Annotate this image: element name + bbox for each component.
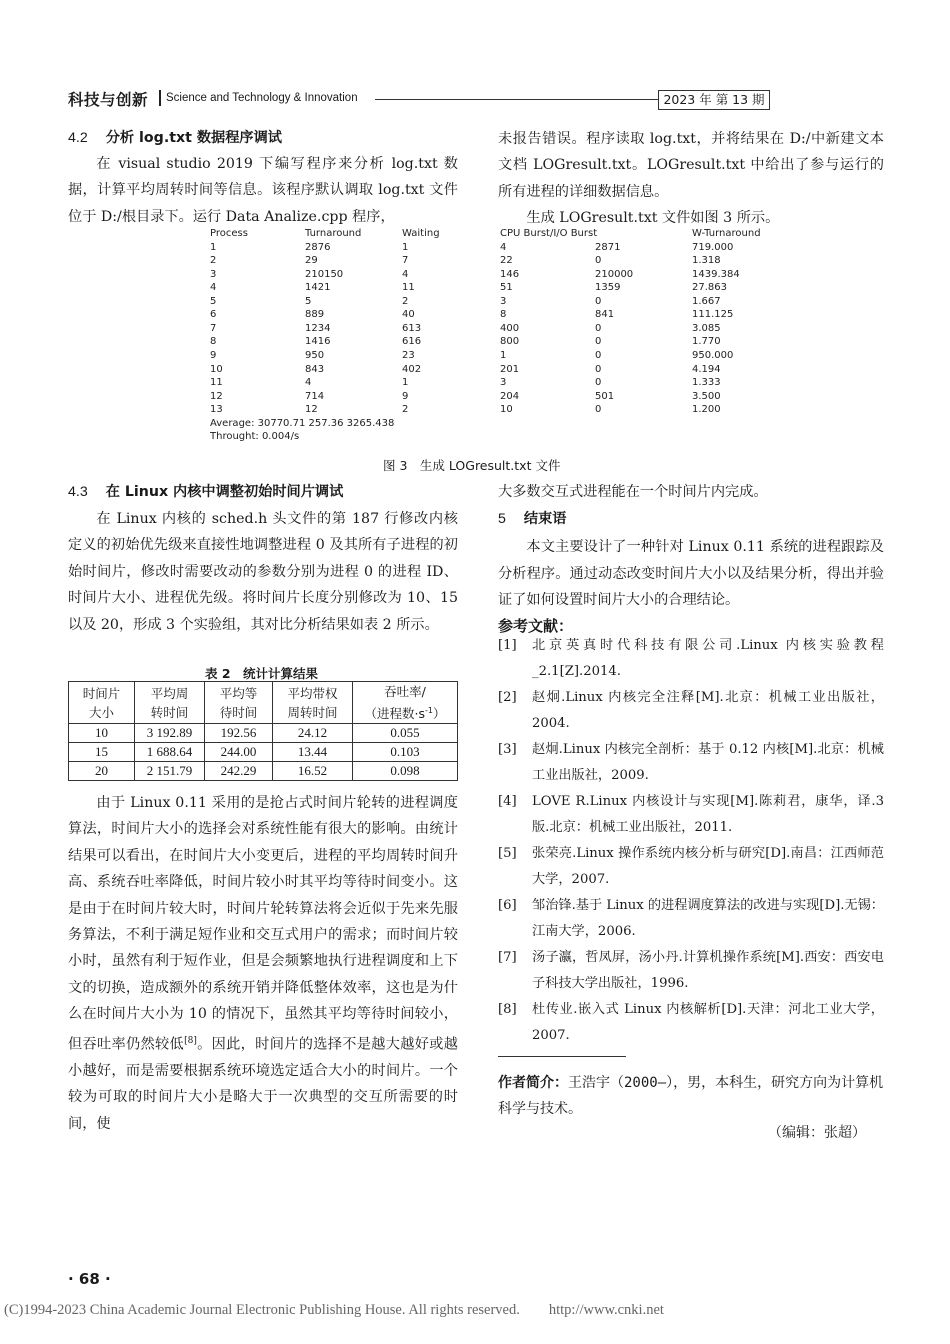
figure-data-row [205, 296, 745, 310]
figure-data-row [205, 391, 745, 405]
section-4-2 [68, 126, 458, 230]
figure-cell: 204 [500, 390, 520, 402]
statistics-table [68, 681, 458, 781]
figure-data-row [205, 364, 745, 378]
table-cell: 192.56 [205, 724, 273, 743]
figure-cell: 1439.384 [692, 268, 740, 280]
figure-cell: 3 [500, 295, 507, 307]
figure-cell: 8 [210, 336, 217, 348]
figure-cell: 11 [210, 377, 223, 389]
figure-header-row [205, 228, 761, 242]
right-column-middle [498, 479, 884, 638]
page-number: · 68 · [68, 1270, 111, 1288]
figure-data-row [205, 377, 745, 391]
figure-cell: 4 [402, 268, 409, 280]
issue-label: 2023 年 第 13 期 [658, 90, 770, 110]
figure-cell: 201 [500, 363, 520, 375]
table-cell: 242.29 [205, 762, 273, 781]
continued-paragraph: 未报告错误。程序读取 log.txt，并将结果在 D:/中新建文本文档 LOGresult.txt。LOGresult.txt 中给出了参与运行的所有进程的详细数据信息。 [498, 131, 884, 200]
figure-cell: 2876 [305, 241, 331, 253]
reference-list [498, 633, 884, 1049]
figure-cell: 0 [595, 295, 602, 307]
figure-cell: 51 [500, 282, 513, 294]
figure-caption: 图 3 生成 LOGresult.txt 文件 [383, 458, 561, 473]
journal-title: 科技与创新 [68, 91, 149, 109]
figure-cell: 146 [500, 268, 520, 280]
reference-item: [2] 赵炯.Linux 内核完全注释[M].北京：机械工业出版社，2004. [498, 690, 884, 731]
figure-cell: 29 [305, 255, 318, 267]
figure-cell: 9 [210, 349, 217, 361]
figure-cell: 210000 [595, 268, 634, 280]
figure-cell: 1.333 [692, 377, 721, 389]
figure-data-row [205, 350, 745, 364]
reference-item: [4] LOVE R.Linux 内核设计与实现[M].陈莉君，康华，译.3 版.北京：机械工业出版社，2011. [498, 794, 884, 835]
figure-cell: 1234 [305, 322, 331, 334]
figure-data-row [205, 404, 745, 418]
figure-data-row [205, 309, 745, 323]
figure-cell: 4.194 [692, 363, 721, 375]
figure-cell: 8 [500, 309, 507, 321]
figure-cell: 1416 [305, 336, 331, 348]
figure-cell: 1421 [305, 282, 331, 294]
table-2-title: 表 2 统计计算结果 [205, 666, 319, 681]
figure-cell: 0 [595, 349, 602, 361]
figure-cell: 1.318 [692, 255, 721, 267]
figure-cell: 5 [305, 295, 312, 307]
figure-cell: 4 [210, 282, 217, 294]
figure-cell: 0 [595, 255, 602, 267]
figure-cell: CPU Burst/I/O Burst [500, 228, 598, 239]
reference-item: [8] 杜传业.嵌入式 Linux 内核解析[D].天津：河北工业大学，2007. [498, 1002, 884, 1043]
figure-data-row [205, 323, 745, 337]
figure-cell: 841 [595, 309, 615, 321]
analysis-section [68, 790, 458, 1137]
table-cell: 0.098 [353, 762, 458, 781]
figure-data-row [205, 282, 745, 296]
figure-data-row [205, 242, 745, 256]
col-header-waiting: 平均等 待时间 [205, 682, 273, 724]
figure-cell: 0 [595, 377, 602, 389]
figure-intro-paragraph: 生成 LOGresult.txt 文件如图 3 所示。 [526, 210, 780, 227]
figure-cell: 111.125 [692, 309, 734, 321]
figure-cell: 3 [210, 268, 217, 280]
table-cell: 3 192.89 [135, 724, 205, 743]
figure-cell: 1 [402, 377, 409, 389]
table-cell: 0.055 [353, 724, 458, 743]
figure-cell: 950.000 [692, 349, 734, 361]
figure-cell: 1.770 [692, 336, 721, 348]
figure-cell: 2 [402, 404, 409, 416]
header-rule [375, 99, 658, 100]
figure-cell: 3 [500, 377, 507, 389]
figure-cell: 210150 [305, 268, 344, 280]
figure-cell: 7 [402, 255, 409, 267]
figure-cell: 1 [210, 241, 217, 253]
figure-cell: 12 [210, 390, 223, 402]
figure-cell: W-Turnaround [692, 228, 761, 239]
figure-throughput-row: Throught: 0.004/s [210, 431, 300, 443]
figure-cell: 1.200 [692, 404, 721, 416]
table-cell: 0.103 [353, 743, 458, 762]
figure-cell: 0 [595, 404, 602, 416]
figure-cell: 402 [402, 363, 422, 375]
figure-cell: 719.000 [692, 241, 734, 253]
figure-cell: Waiting [402, 228, 440, 239]
figure-cell: 23 [402, 349, 415, 361]
analysis-continuation: 大多数交互式进程能在一个时间片内完成。 [498, 484, 768, 500]
figure-cell: 27.863 [692, 282, 727, 294]
figure-cell: 11 [402, 282, 415, 294]
figure-cell: 10 [500, 404, 513, 416]
references-heading: 参考文献： [498, 616, 574, 635]
reference-item: [7] 汤子瀛，哲凤屏，汤小丹.计算机操作系统[M].西安：西安电子科技大学出版社，1996. [498, 950, 884, 991]
journal-english-title: Science and Technology & Innovation [166, 92, 358, 104]
col-header-turnaround: 平均周 转时间 [135, 682, 205, 724]
figure-cell: 5 [210, 295, 217, 307]
figure-cell: 714 [305, 390, 325, 402]
figure-cell: 22 [500, 255, 513, 267]
editor-note: （编辑：张超） [768, 1125, 866, 1141]
figure-cell: 2 [402, 295, 409, 307]
figure-cell: 1359 [595, 282, 621, 294]
reference-item: [5] 张荣亮.Linux 操作系统内核分析与研究[D].南昌：江西师范大学，2007. [498, 846, 884, 887]
reference-item: [1] 北京英真时代科技有限公司.Linux 内核实验教程_2.1[Z].2014. [498, 638, 884, 679]
figure-cell: 1 [402, 241, 409, 253]
figure-cell: 7 [210, 322, 217, 334]
section-4-2-heading: 4.2 分析 log.txt 数据程序调试 [68, 130, 282, 146]
figure-cell: 613 [402, 322, 422, 334]
figure-cell: 3.500 [692, 390, 721, 402]
figure-data-row [205, 336, 745, 350]
figure-cell: 1 [500, 349, 507, 361]
figure-cell: 501 [595, 390, 615, 402]
col-header-slice: 时间片 大小 [69, 682, 135, 724]
figure-cell: 800 [500, 336, 520, 348]
logresult-figure [205, 228, 761, 446]
figure-cell: 889 [305, 309, 325, 321]
figure-cell: 0 [595, 363, 602, 375]
section-4-3 [68, 480, 458, 638]
copyright-footer: (C)1994-2023 China Academic Journal Electronic Publishing House. All rights reserved. http://www.cnki.net [4, 1302, 664, 1318]
figure-cell: 3.085 [692, 322, 721, 334]
reference-item: [3] 赵炯.Linux 内核完全剖析：基于 0.12 内核[M].北京：机械工业出版社，2009. [498, 742, 884, 783]
figure-cell: Process [210, 228, 248, 239]
figure-cell: 950 [305, 349, 325, 361]
col-header-throughput: 吞吐率/ （进程数$\cdot s^{-1}$） [353, 682, 458, 724]
figure-cell: 843 [305, 363, 325, 375]
table-row [69, 724, 458, 743]
section-5-heading: 5 结束语 [498, 511, 567, 528]
conclusion-paragraph: 本文主要设计了一种针对 Linux 0.11 系统的进程跟踪及分析程序。通过动态改变时间片大小以及结果分析，得出并验证了如何设置时间片大小的合理结论。 [498, 539, 884, 609]
figure-cell: 400 [500, 322, 520, 334]
figure-cell: 13 [210, 404, 223, 416]
figure-cell: 616 [402, 336, 422, 348]
figure-cell: 1.667 [692, 295, 721, 307]
table-cell: 20 [69, 762, 135, 781]
table-cell: 2 151.79 [135, 762, 205, 781]
figure-data-row [205, 255, 745, 269]
header-separator [159, 90, 161, 106]
table-cell: 244.00 [205, 743, 273, 762]
author-bio: 作者简介：王浩宇（2000—），男，本科生，研究方向为计算机科学与技术。 [498, 1075, 884, 1117]
author-rule [498, 1056, 626, 1057]
figure-cell: Turnaround [305, 228, 362, 239]
table-row [69, 762, 458, 781]
section-4-3-paragraph: 在 Linux 内核的 sched.h 头文件的第 187 行修改内核定义的初始优先级来直接性地调整进程 0 及其所有子进程的初始时间片，修改时需要改动的参数分别为进程 0 的进程 ID、时间片大小、进程优先级。将时间片长度分别修改为 10、15 以及 20，形成 3 个实验组，其对比分析结果如表 2 所示。 [68, 511, 458, 633]
analysis-paragraph: 由于 Linux 0.11 采用的是抢占式时间片轮转的进程调度算法，时间片大小的选择会对系统性能有很大的影响。由统计结果可以看出，在时间片大小变更后，进程的平均周转时间升高、系统吞吐率降低，时间片较小时其平均等待时间变小。这是由于在时间片较大时，时间片轮转算法将会近似于先来先服务算法，不利于满足短作业和交互式用户的需求；而时间片较小时，虽然有利于短作业，但是会频繁地执行进程调度和上下文的切换，造成额外的系统开销并降低整体效率，这也是为什么在时间片大小为 10 的情况下，虽然其平均等待时间较小，但吞吐率仍然较低[8]。因此，时间片的选择不是越大越好或越小越好，而是需要根据系统环境选定适合大小的时间片。一个较为可取的时间片大小是略大于一次典型的交互所需要的时间，使 [68, 795, 458, 1132]
figure-cell: 12 [305, 404, 318, 416]
figure-cell: 40 [402, 309, 415, 321]
col-header-weighted: 平均带权 周转时间 [273, 682, 353, 724]
citation-8: [8] [184, 1035, 197, 1046]
figure-cell: 9 [402, 390, 409, 402]
section-4-3-heading: 4.3 在 Linux 内核中调整初始时间片调试 [68, 484, 344, 500]
table-cell: 16.52 [273, 762, 353, 781]
figure-cell: 2871 [595, 241, 621, 253]
figure-cell: 0 [595, 336, 602, 348]
table-cell: 10 [69, 724, 135, 743]
table-cell: 13.44 [273, 743, 353, 762]
figure-data-row [205, 269, 745, 283]
figure-cell: 4 [305, 377, 312, 389]
figure-cell: 4 [500, 241, 507, 253]
figure-cell: 6 [210, 309, 217, 321]
table-cell: 24.12 [273, 724, 353, 743]
figure-cell: 0 [595, 322, 602, 334]
right-column-top [498, 126, 884, 232]
table-cell: 1 688.64 [135, 743, 205, 762]
figure-average-row: Average: 30770.71 257.36 3265.438 [210, 417, 395, 429]
figure-cell: 2 [210, 255, 217, 267]
table-row [69, 743, 458, 762]
section-4-2-paragraph: 在 visual studio 2019 下编写程序来分析 log.txt 数据，计算平均周转时间等信息。该程序默认调取 log.txt 文件位于 D:/根目录下。运行 Data Analize.cpp 程序， [68, 156, 458, 225]
table-cell: 15 [69, 743, 135, 762]
figure-cell: 10 [210, 363, 223, 375]
reference-item: [6] 邹治锋.基于 Linux 的进程调度算法的改进与实现[D].无锡：江南大学，2006. [498, 898, 884, 939]
